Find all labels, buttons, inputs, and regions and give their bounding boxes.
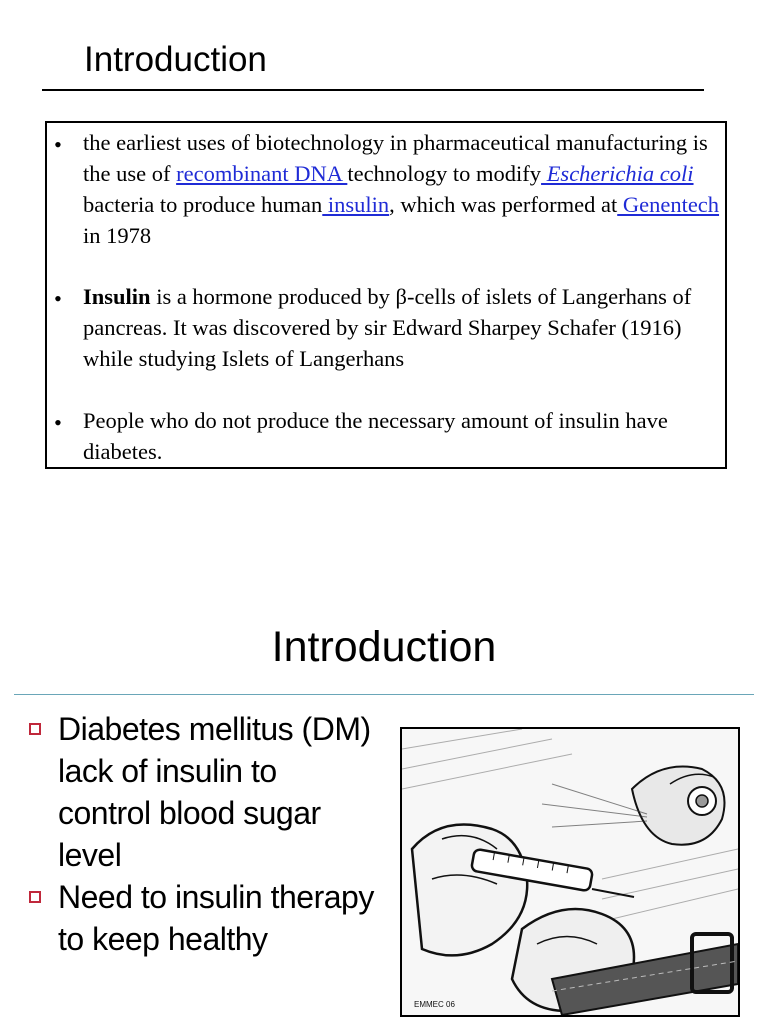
title-underline (42, 89, 704, 91)
slide-1 (0, 0, 768, 490)
hand-icon (412, 825, 527, 956)
injection-drawing (402, 729, 738, 1015)
bullet-text: technology to modify (347, 161, 542, 186)
artist-signature: EMMEC 06 (414, 1000, 455, 1009)
escherichia-coli-link[interactable]: Escherichia coli (541, 161, 694, 186)
insulin-link[interactable]: insulin (322, 192, 390, 217)
bullet-text: bacteria to produce human (83, 192, 323, 217)
square-bullet-icon (29, 723, 41, 735)
bullet-text: Diabetes mellitus (DM) lack of insulin to control blood sugar level (58, 711, 371, 873)
bullet-diabetes: People who do not produce the necessary amount of insulin have diabetes. (83, 408, 668, 464)
diabetes-bullet-list (26, 708, 376, 960)
insulin-term: Insulin (83, 284, 151, 309)
list-item (26, 876, 376, 960)
recombinant-dna-link[interactable]: recombinant DNA (176, 161, 348, 186)
list-item (26, 708, 376, 876)
insulin-vial-icon (632, 767, 725, 845)
genentech-link[interactable]: Genentech (617, 192, 720, 217)
bullet-insulin-hormone (83, 281, 723, 374)
intro-text-box (45, 121, 727, 469)
bullet-marker: • (54, 286, 62, 311)
bullet-text: is a hormone produced by β-cells of islets of Langerhans of pancreas. It was discovered by sir Edward Sharpey Schafer (1916) while studying Islets of Langerhans (83, 284, 692, 371)
slide-2-title: Introduction (271, 623, 497, 671)
bullet-text: the earliest uses of biotechnology in pharmaceutical manufacturing is the use of (83, 130, 708, 186)
bullet-text: Need to insulin therapy to keep healthy (58, 879, 374, 957)
bullet-marker: • (54, 410, 62, 435)
bullet-text: in 1978 (83, 223, 152, 248)
title-divider (14, 694, 754, 695)
slide-1-title: Introduction (84, 40, 267, 79)
bullet-recombinant-dna (83, 127, 723, 251)
bullet-text: , which was performed at (389, 192, 618, 217)
square-bullet-icon (29, 891, 41, 903)
slide-2 (0, 560, 768, 1024)
insulin-injection-illustration (400, 727, 740, 1017)
bullet-marker: • (54, 132, 62, 157)
